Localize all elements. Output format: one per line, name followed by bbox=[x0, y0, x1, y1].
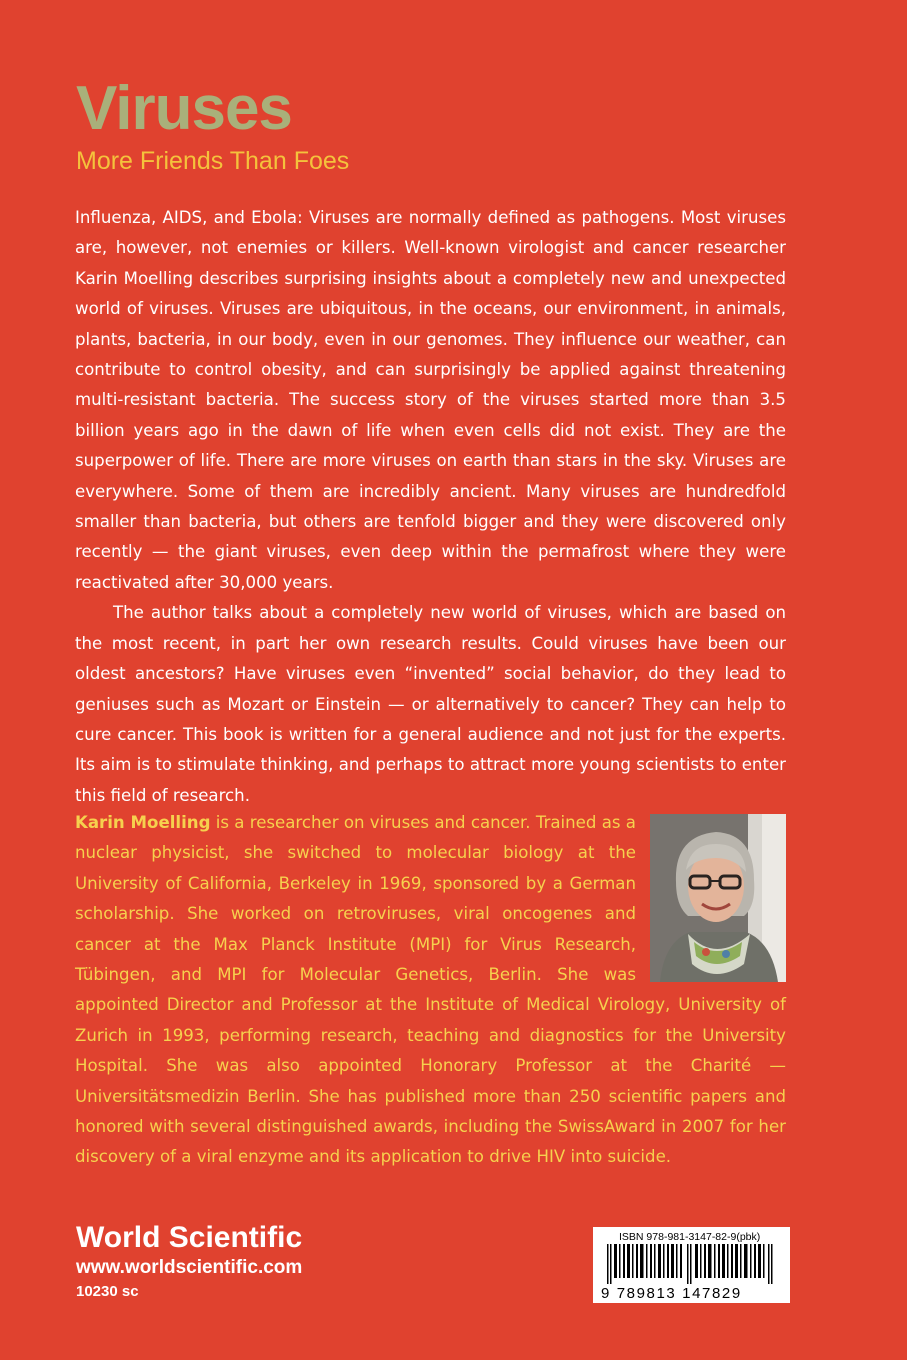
book-description bbox=[75, 203, 786, 811]
barcode-panel bbox=[593, 1227, 790, 1303]
author-bio bbox=[75, 808, 786, 1173]
description-paragraph-2: The author talks about a completely new world of viruses, which are based on the most recent, in part her own research results. Could viruses have been our oldest ancestors? Have viruses even “invented” social behavior, do they lead to geniuses such as Mozart or Einstein — or alternatively to cancer? They can help to cure cancer. This book is written for a general audience and not just for the experts. Its aim is to stimulate thinking, and perhaps to attract more young scientists to enter this field of research. bbox=[75, 603, 786, 805]
book-title: Viruses bbox=[76, 74, 292, 143]
barcode-icon bbox=[601, 1244, 782, 1284]
publisher-logo: World Scientific bbox=[76, 1221, 303, 1254]
product-code: 10230 sc bbox=[76, 1283, 139, 1300]
book-subtitle: More Friends Than Foes bbox=[76, 147, 350, 175]
author-bio-text: is a researcher on viruses and cancer. Trained as a nuclear physicist, she switched to molecular biology at the University of California, Berkeley in 1969, sponsored by a German scholarship. She worked on retroviruses, viral oncogenes and cancer at the Max Planck Institute (MPI) for Virus Research, Tübingen, and MPI for Molecular Genetics, Berlin. She was appointed Director and Professor at the Institute of Medical Virology, University of Zurich in 1993, performing research, teaching and diagnostics for the University Hospital. She was also appointed Honorary Professor at the Charité — Universitätsmedizin Berlin. She has published more than 250 scientific papers and honored with several distinguished awards, including the SwissAward in 2007 for her discovery of a viral enzyme and its application to drive HIV into suicide. bbox=[75, 813, 786, 1167]
author-portrait-photo bbox=[650, 814, 786, 982]
author-name: Karin Moelling bbox=[75, 813, 211, 832]
publisher-website[interactable]: www.worldscientific.com bbox=[76, 1257, 303, 1278]
isbn-label: ISBN 978-981-3147-82-9(pbk) bbox=[619, 1231, 761, 1243]
description-paragraph-1: Influenza, AIDS, and Ebola: Viruses are normally defined as pathogens. Most viruses are, however, not enemies or killers. Well-known virologist and cancer researcher Karin Moelling describes surprising insights about a completely new and unexpected world of viruses. Viruses are ubiquitous, in the oceans, our environment, in animals, plants, bacteria, in our body, even in our genomes. They influence our weather, can contribute to control obesity, and can surprisingly be applied against threatening multi-resistant bacteria. The success story of the viruses started more than 3.5 billion years ago in the dawn of life when even cells did not exist. They are the superpower of life. There are more viruses on earth than stars in the sky. Viruses are everywhere. Some of them are incredibly ancient. Many viruses are hundredfold smaller than bacteria, but others are tenfold bigger and they were discovered only recently — the giant viruses, even deep within the permafrost where they were reactivated after 30,000 years. bbox=[75, 208, 786, 592]
ean-digits: 9 789813 147829 bbox=[601, 1285, 742, 1302]
author-portrait-illustration bbox=[650, 814, 786, 982]
